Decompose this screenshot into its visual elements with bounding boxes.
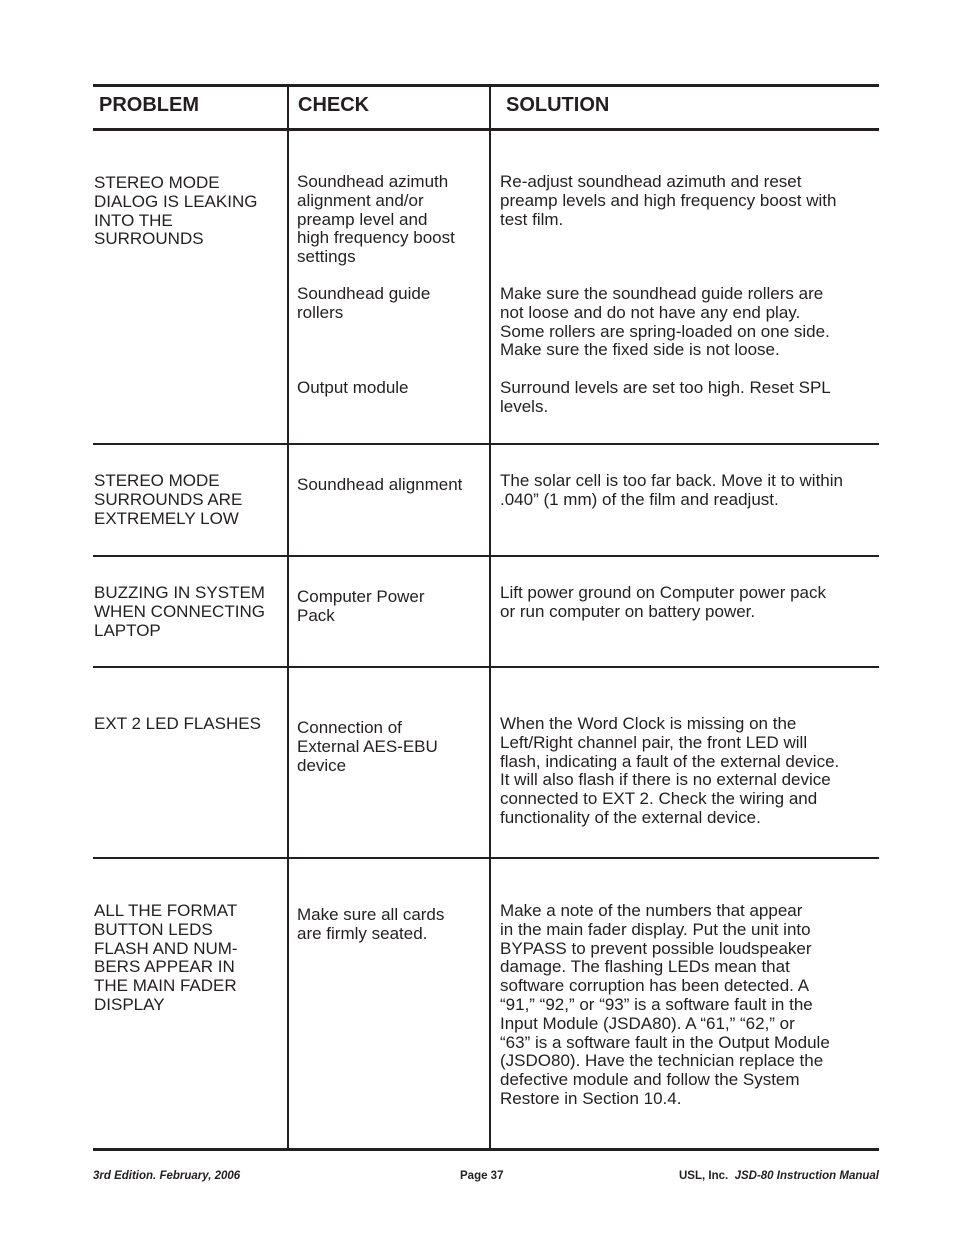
table-top-rule <box>93 84 879 87</box>
problem-cell: STEREO MODE SURROUNDS ARE EXTREMELY LOW <box>94 471 243 528</box>
problem-cell: STEREO MODE DIALOG IS LEAKING INTO THE SURROUNDS <box>94 173 258 249</box>
footer-company: USL, Inc. <box>678 1170 729 1182</box>
check-cell: Computer Power Pack <box>297 587 425 625</box>
header-bottom-rule <box>93 128 879 131</box>
solution-cell: Make sure the soundhead guide rollers are not loose and do not have any end play. Some rollers are spring-loaded on one side. Make sure the fixed side is not loose. <box>500 284 830 360</box>
header-problem: PROBLEM <box>99 94 199 116</box>
check-cell: Make sure all cards are firmly seated. <box>297 905 445 943</box>
row-divider <box>93 555 879 557</box>
check-cell: Soundhead azimuth alignment and/or preamp level and high frequency boost settings <box>297 172 455 267</box>
header-check: CHECK <box>298 94 370 116</box>
column-divider-solution <box>489 85 491 1150</box>
check-cell: Output module <box>297 378 409 397</box>
footer-edition: 3rd Edition. February, 2006 <box>93 1170 241 1182</box>
solution-cell: When the Word Clock is missing on the Left/Right channel pair, the front LED will flash, indicating a fault of the external device. It will also flash if there is no external device connected to EXT 2. Check the wiring and functionality of the external device. <box>500 714 840 827</box>
check-cell: Soundhead guide rollers <box>297 284 431 322</box>
row-divider <box>93 666 879 668</box>
check-cell: Soundhead alignment <box>297 475 463 494</box>
solution-cell: Re-adjust soundhead azimuth and reset preamp levels and high frequency boost with test film. <box>500 172 837 229</box>
problem-cell: BUZZING IN SYSTEM WHEN CONNECTING LAPTOP <box>94 583 265 640</box>
solution-cell: Surround levels are set too high. Reset SPL levels. <box>500 378 831 416</box>
check-cell: Connection of External AES-EBU device <box>297 718 438 775</box>
table-bottom-rule <box>93 1148 879 1151</box>
row-divider <box>93 857 879 859</box>
footer-manual-title: JSD-80 Instruction Manual <box>734 1170 879 1182</box>
footer-page-number: Page 37 <box>460 1170 504 1182</box>
solution-cell: The solar cell is too far back. Move it to within .040” (1 mm) of the film and readjust. <box>500 471 843 509</box>
problem-cell: EXT 2 LED FLASHES <box>94 714 261 733</box>
row-divider <box>93 443 879 445</box>
solution-cell: Lift power ground on Computer power pack or run computer on battery power. <box>500 583 827 621</box>
footer-manual-credit <box>679 1170 879 1182</box>
column-divider-check <box>287 85 289 1150</box>
solution-cell: Make a note of the numbers that appear in the main fader display. Put the unit into BYPASS to prevent possible loudspeaker damage. The flashing LEDs mean that software corruption has been detected. A “91,” “92,” or “93” is a software fault in the Input Module (JSDA80). A “61,” “62,” or “63” is a software fault in the Output Module (JSDO80). Have the technician replace the defective module and follow the System Restore in Section 10.4. <box>500 901 830 1108</box>
problem-cell: ALL THE FORMAT BUTTON LEDS FLASH AND NUM- BERS APPEAR IN THE MAIN FADER DISPLAY <box>94 901 238 1014</box>
header-solution: SOLUTION <box>506 94 610 116</box>
